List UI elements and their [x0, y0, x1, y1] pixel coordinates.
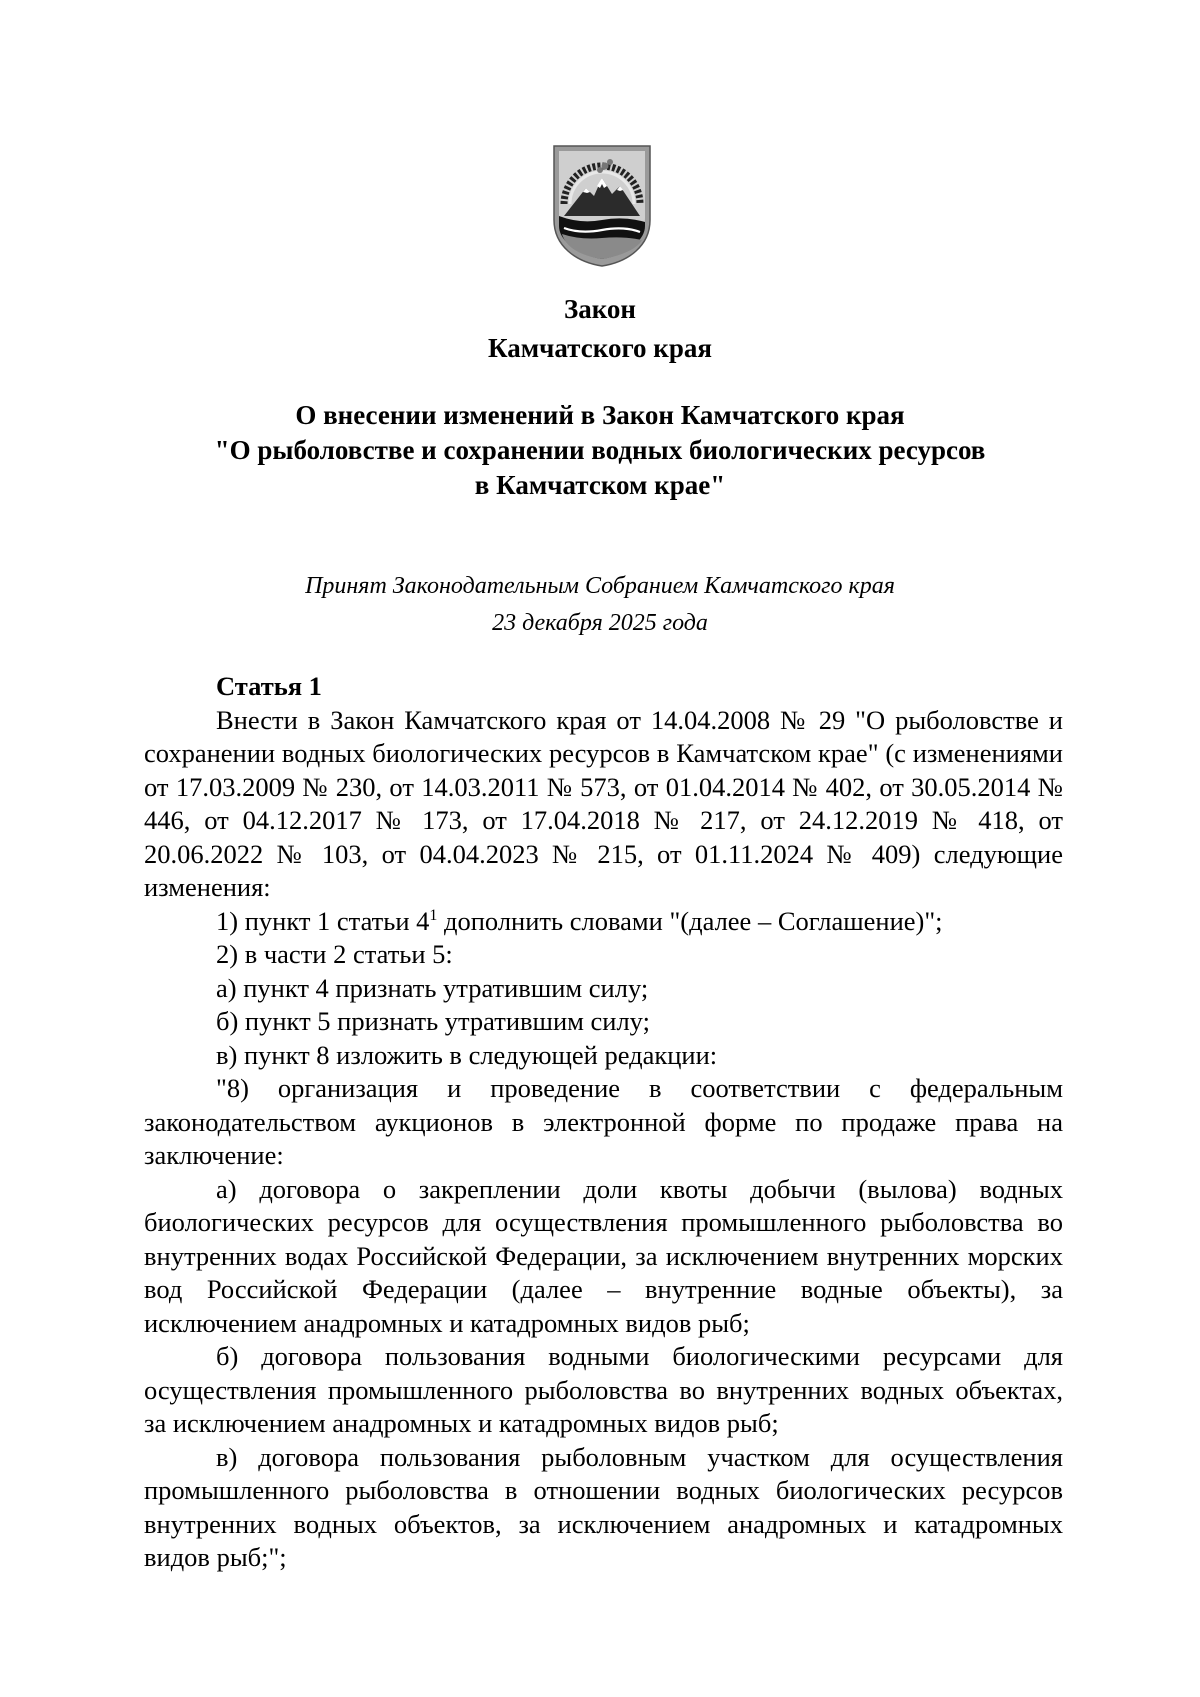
adopted-date-line: 23 декабря 2025 года	[492, 610, 708, 636]
kamchatka-coat-of-arms-icon	[550, 142, 654, 268]
quote-a-paragraph: а) договора о закреплении доли квоты добычи (вылова) водных биологических ресурсов для осуществления промышленного рыболовства во внутренних водах Российской Федерации, за исключением внутренних морских вод Российской Федерации (далее – внутренние водные объекты), за исключением анадромных и катадромных видов рыб;	[144, 1173, 1063, 1338]
article-intro-paragraph: Внести в Закон Камчатского края от 14.04.2008 № 29 "О рыболовстве и сохранении водных биологических ресурсов в Камчатском крае" (с изменениями от 17.03.2009 № 230, от 14.03.2011 № 573, от 01.04.2014 № 402, от 30.05.2014 № 446, от 04.12.2017 № 173, от 17.04.2018 № 217, от 24.12.2019 № 418, от 20.06.2022 № 103, от 04.04.2023 № 215, от 01.11.2024 № 409) следующие изменения:	[144, 704, 1063, 902]
subject-line-2: "О рыболовстве и сохранении водных биологических ресурсов	[214, 435, 986, 465]
article-heading: Статья 1	[216, 671, 322, 701]
document-title	[0, 290, 1200, 368]
subject-line-3: в Камчатском крае"	[474, 470, 726, 500]
item-2b-paragraph: б) пункт 5 признать утратившим силу;	[216, 1006, 650, 1036]
item-1-text-rest: дополнить словами "(далее – Соглашение)";	[437, 905, 943, 936]
law-subject	[0, 398, 1200, 503]
adoption-note	[0, 568, 1200, 642]
item-2-paragraph: 2) в части 2 статьи 5:	[216, 939, 453, 969]
subject-line-1: О внесении изменений в Закон Камчатского края	[295, 400, 905, 430]
article-1-body	[144, 670, 1063, 1575]
law-label: Закон	[563, 294, 636, 324]
item-1-text: 1) пункт 1 статьи 4	[216, 905, 430, 936]
item-2c-paragraph: в) пункт 8 изложить в следующей редакции:	[216, 1039, 718, 1070]
adopted-by-line: Принят Законодательным Собранием Камчатского края	[305, 573, 895, 599]
item-1-superscript: 1	[429, 906, 438, 924]
quote-c-paragraph: в) договора пользования рыболовным участком для осуществления промышленного рыболовства в отношении водных биологических ресурсов внутренних водных объектов, за исключением анадромных и катадромных видов рыб;";	[144, 1441, 1063, 1572]
item-1-paragraph	[144, 905, 1063, 939]
coat-of-arms-emblem	[550, 142, 654, 268]
quote-b-paragraph: б) договора пользования водными биологическими ресурсами для осуществления промышленного рыболовства во внутренних водных объектах, за исключением анадромных и катадромных видов рыб;	[144, 1341, 1063, 1438]
item-2a-paragraph: а) пункт 4 признать утратившим силу;	[216, 972, 649, 1003]
quote-intro-paragraph: "8) организация и проведение в соответствии с федеральным законодательством аукционов в электронной форме по продаже права на заключение:	[144, 1073, 1063, 1170]
region-label: Камчатского края	[488, 333, 712, 363]
